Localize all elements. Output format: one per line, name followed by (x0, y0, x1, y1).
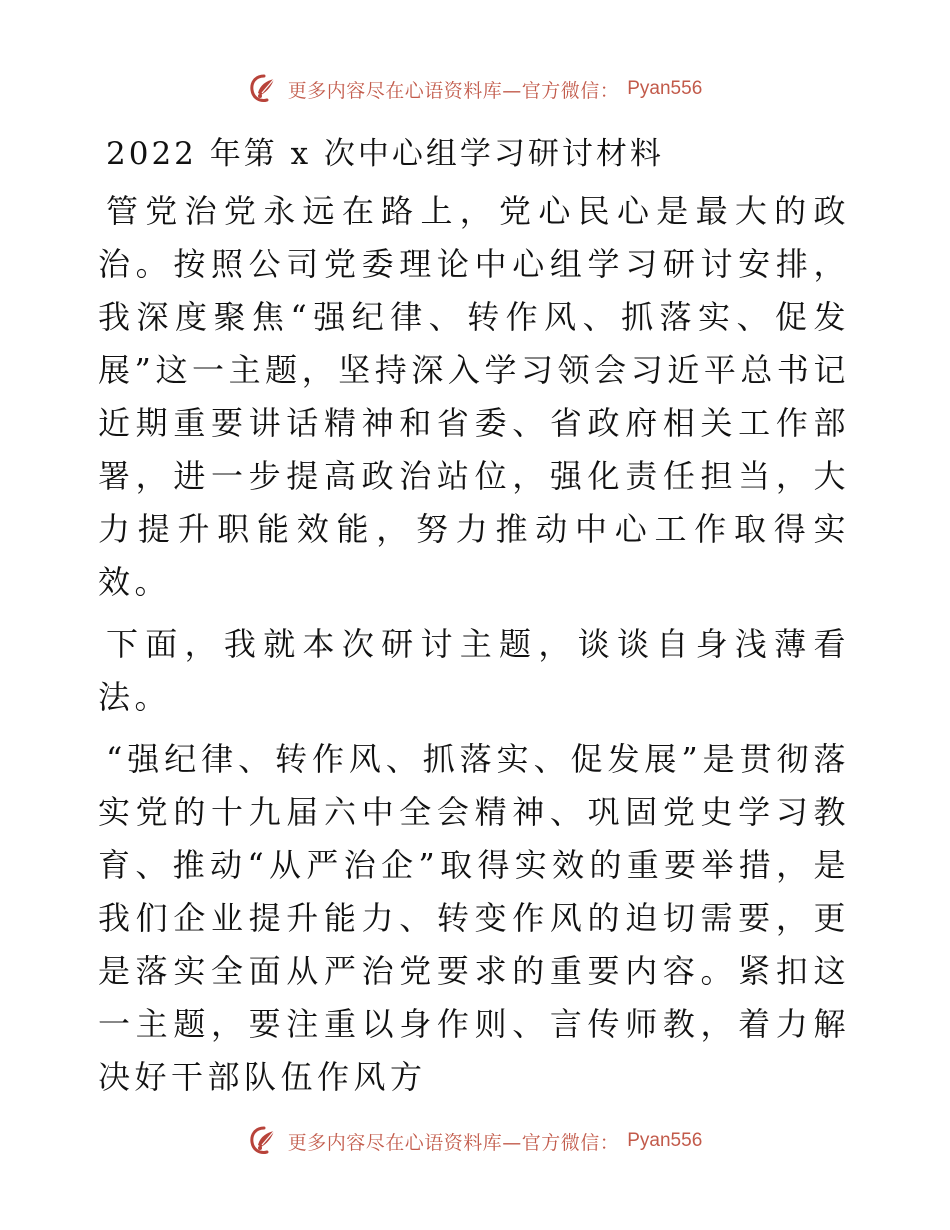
footer-banner (0, 1125, 950, 1157)
header-banner (0, 73, 950, 105)
banner-wechat-id: Pyan556 (627, 1130, 703, 1151)
pen-swirl-logo-icon (248, 1125, 280, 1157)
paragraph: 下面，我就本次研讨主题，谈谈自身浅薄看法。 (98, 625, 850, 716)
pen-swirl-logo-icon (248, 73, 280, 105)
banner-text: 更多内容尽在心语资料库—官方微信： (287, 79, 620, 102)
banner-wechat-id: Pyan556 (627, 78, 703, 99)
banner-text: 更多内容尽在心语资料库—官方微信： (287, 1131, 620, 1154)
document-body (98, 185, 850, 1113)
paragraph: 管党治党永远在路上，党心民心是最大的政治。按照公司党委理论中心组学习研讨安排，我深度聚焦“强纪律、转作风、抓落实、促发展”这一主题，坚持深入学习领会习近平总书记近期重要讲话精神和省委、省政府相关工作部署，进一步提高政治站位，强化责任担当，大力提升职能效能，努力推动中心工作取得实效。 (98, 192, 850, 601)
document-title: 2022 年第 x 次中心组学习研讨材料 (106, 136, 664, 172)
paragraph: “强纪律、转作风、抓落实、促发展”是贯彻落实党的十九届六中全会精神、巩固党史学习教育、推动“从严治企”取得实效的重要举措，是我们企业提升能力、转变作风的迫切需要，更是落实全面从严治党要求的重要内容。紧扣这一主题，要注重以身作则、言传师教，着力解决好干部队伍作风方 (98, 740, 850, 1096)
